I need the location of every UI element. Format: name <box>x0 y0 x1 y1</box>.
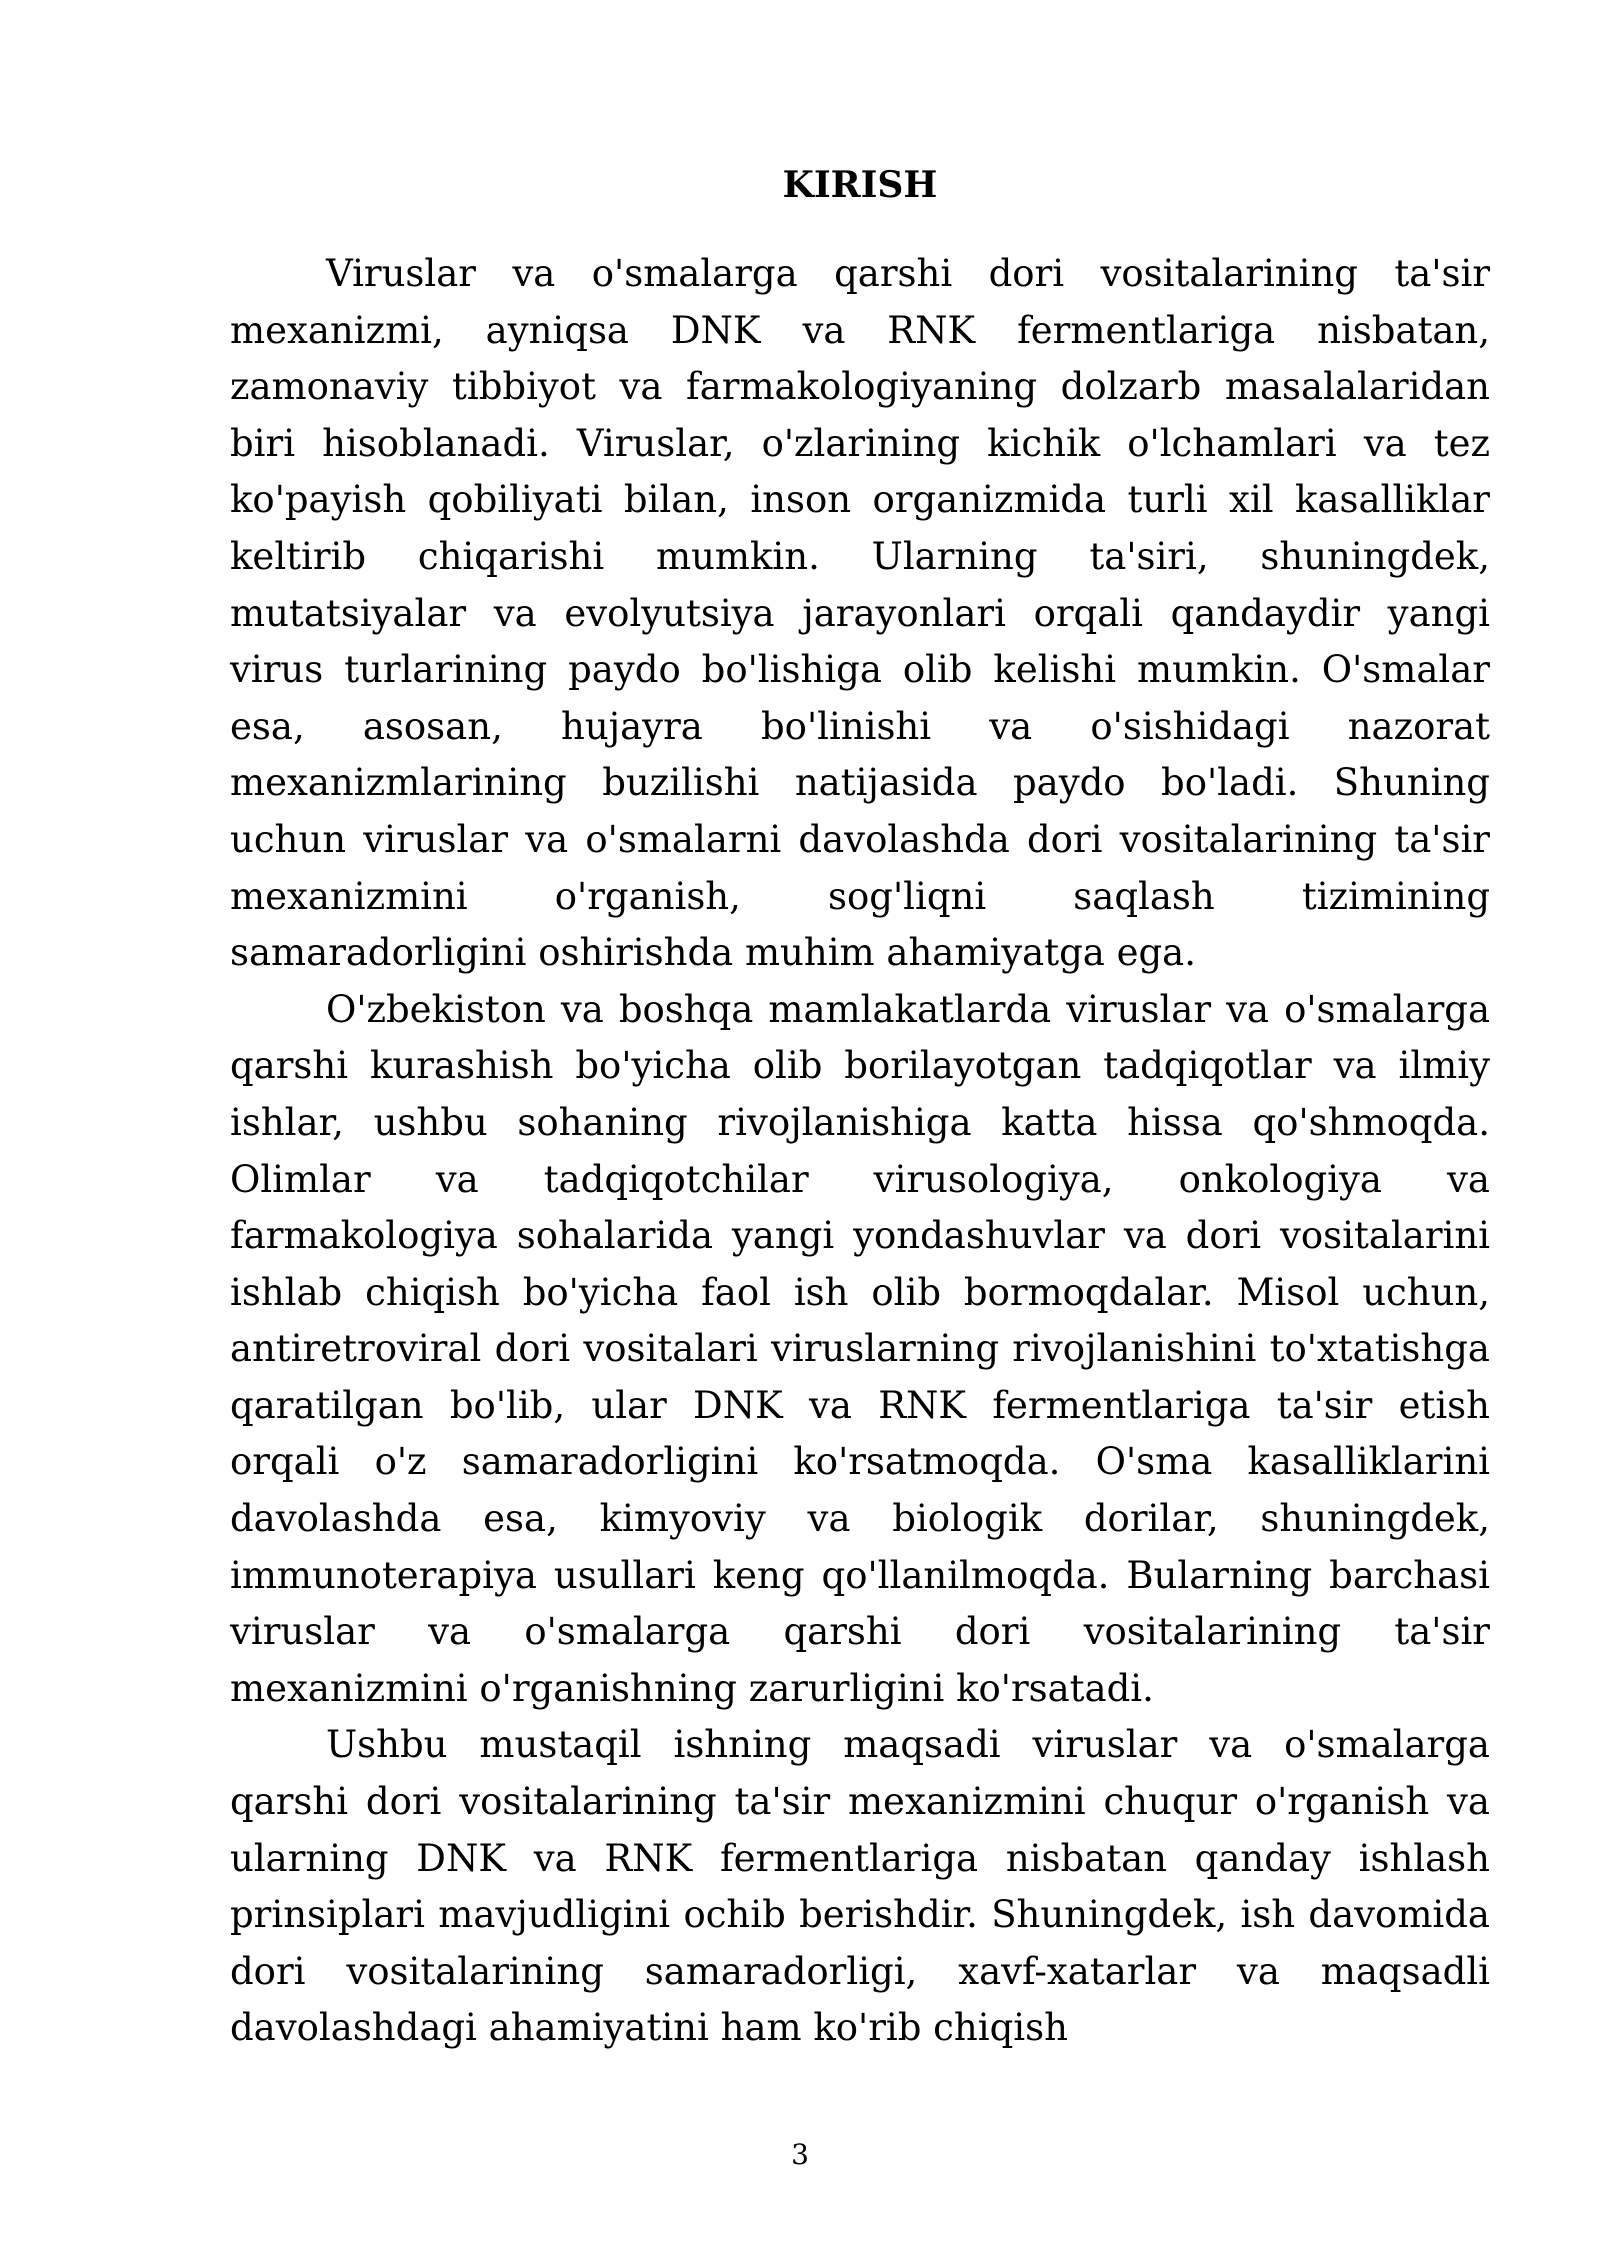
page-number: 3 <box>791 2138 809 2171</box>
page-content <box>230 150 1490 2057</box>
paragraph-3: Ushbu mustaqil ishning maqsadi viruslar va o'smalarga qarshi dori vositalarining ta'sir mexanizmini chuqur o'rganish va ularning DNK va RNK fermentlariga nisbatan qanday ishlash prinsiplari mavjudligini ochib berishdir. Shuningdek, ish davomida dori vositalarining samaradorligi, xavf-xatarlar va maqsadli davolashdagi ahamiyatini ham ko'rib chiqish <box>230 1723 1490 2050</box>
section-title: KIRISH <box>782 164 938 206</box>
paragraph-2: O'zbekiston va boshqa mamlakatlarda viruslar va o'smalarga qarshi kurashish bo'yicha olib borilayotgan tadqiqotlar va ilmiy ishlar, ushbu sohaning rivojlanishiga katta hissa qo'shmoqda. Olimlar va tadqiqotchilar virusologiya, onkologiya va farmakologiya sohalarida yangi yondashuvlar va dori vositalarini ishlab chiqish bo'yicha faol ish olib bormoqdalar. Misol uchun, antiretroviral dori vositalari viruslarning rivojlanishini to'xtatishga qaratilgan bo'lib, ular DNK va RNK fermentlariga ta'sir etish orqali o'z samaradorligini ko'rsatmoqda. O'sma kasalliklarini davolashda esa, kimyoviy va biologik dorilar, shuningdek, immunoterapiya usullari keng qo'llanilmoqda. Bularning barchasi viruslar va o'smalarga qarshi dori vositalarining ta'sir mexanizmini o'rganishning zarurligini ko'rsatadi. <box>230 987 1490 1710</box>
paragraph-1: Viruslar va o'smalarga qarshi dori vositalarining ta'sir mexanizmi, ayniqsa DNK va RNK fermentlariga nisbatan, zamonaviy tibbiyot va farmakologiyaning dolzarb masalalaridan biri hisoblanadi. Viruslar, o'zlarining kichik o'lchamlari va tez ko'payish qobiliyati bilan, inson organizmida turli xil kasalliklar keltirib chiqarishi mumkin. Ularning ta'siri, shuningdek, mutatsiyalar va evolyutsiya jarayonlari orqali qandaydir yangi virus turlarining paydo bo'lishiga olib kelishi mumkin. O'smalar esa, asosan, hujayra bo'linishi va o'sishidagi nazorat mexanizmlarining buzilishi natijasida paydo bo'ladi. Shuning uchun viruslar va o'smalarni davolashda dori vositalarining ta'sir mexanizmini o'rganish, sog'liqni saqlash tizimining samaradorligini oshirishda muhim ahamiyatga ega. <box>230 252 1490 975</box>
